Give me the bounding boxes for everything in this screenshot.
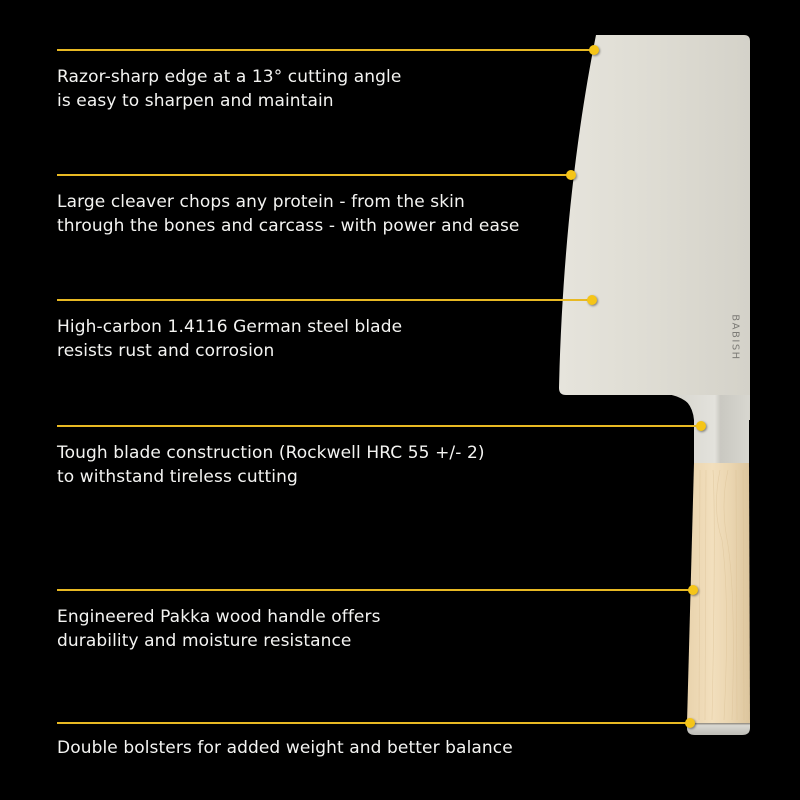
callout-text-steel xyxy=(57,315,402,363)
callout-line-text: Engineered Pakka wood handle offers xyxy=(57,607,381,627)
bolster xyxy=(672,395,750,463)
callout-line-hardness xyxy=(57,425,701,427)
callout-dot-edge-angle xyxy=(589,45,599,55)
callout-line-edge-angle xyxy=(57,49,594,51)
callout-line-text: Double bolsters for added weight and better balance xyxy=(57,738,513,758)
callout-line-bolsters xyxy=(57,722,690,724)
callout-line-text: through the bones and carcass - with power and ease xyxy=(57,216,520,236)
callout-line-handle xyxy=(57,589,693,591)
callout-text-cleaver-power xyxy=(57,190,519,238)
callout-line-text: durability and moisture resistance xyxy=(57,631,352,651)
callout-line-cleaver-power xyxy=(57,174,570,176)
callout-text-edge-angle xyxy=(57,65,401,113)
callout-line-text: High-carbon 1.4116 German steel blade xyxy=(57,317,403,337)
blade xyxy=(559,35,750,420)
callout-line-steel xyxy=(57,299,592,301)
callout-line-text: Large cleaver chops any protein - from the skin xyxy=(57,192,465,212)
brand-mark-text: BABISH xyxy=(729,313,741,361)
callout-line-text: to withstand tireless cutting xyxy=(57,467,298,487)
callout-line-text: Razor-sharp edge at a 13° cutting angle xyxy=(57,67,402,87)
callout-dot-hardness xyxy=(696,421,706,431)
callout-dot-bolsters xyxy=(685,718,695,728)
callout-dot-cleaver-power xyxy=(566,170,576,180)
callout-line-text: Tough blade construction (Rockwell HRC 55 +/- 2) xyxy=(57,443,485,463)
brand-mark xyxy=(728,312,742,362)
end-bolster-cap xyxy=(687,723,750,735)
callout-text-bolsters xyxy=(57,736,513,760)
callout-dot-handle xyxy=(688,585,698,595)
callout-dot-steel xyxy=(587,295,597,305)
callout-line-text: resists rust and corrosion xyxy=(57,341,275,361)
callout-line-text: is easy to sharpen and maintain xyxy=(57,91,334,111)
callout-text-hardness xyxy=(57,441,485,489)
callout-text-handle xyxy=(57,605,381,653)
